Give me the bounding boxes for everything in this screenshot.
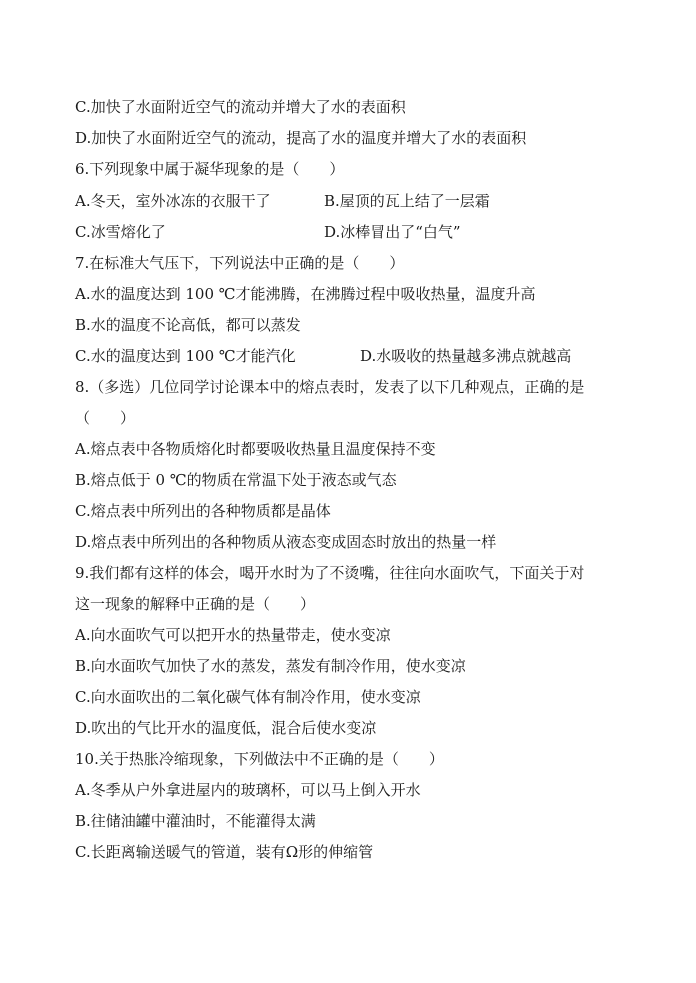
question-9-stem: 9.我们都有这样的体会，喝开水时为了不烫嘴，往往向水面吹气，下面关于对	[75, 564, 585, 582]
question-8-stem-cont: （ ）	[75, 409, 136, 427]
q9-option-b: B.向水面吹气加快了水的蒸发，蒸发有制冷作用，使水变凉	[75, 657, 466, 675]
question-8-stem: 8.（多选）几位同学讨论课本中的熔点表时，发表了以下几种观点，正确的是	[75, 378, 585, 396]
q10-option-c: C.长距离输送暖气的管道，装有Ω形的伸缩管	[75, 843, 374, 861]
q9-option-d: D.吹出的气比开水的温度低，混合后使水变凉	[75, 719, 377, 737]
question-6-stem: 6.下列现象中属于凝华现象的是（ ）	[75, 160, 345, 178]
q8-option-d: D.熔点表中所列出的各种物质从液态变成固态时放出的热量一样	[75, 533, 497, 551]
q8-option-c: C.熔点表中所列出的各种物质都是晶体	[75, 502, 331, 520]
q7-option-a: A.水的温度达到 100 ℃才能沸腾，在沸腾过程中吸收热量，温度升高	[75, 285, 536, 303]
q7-option-b: B.水的温度不论高低，都可以蒸发	[75, 316, 301, 334]
q7-option-d: D.水吸收的热量越多沸点就越高	[360, 347, 572, 365]
q9-option-c: C.向水面吹出的二氧化碳气体有制冷作用，使水变凉	[75, 688, 421, 706]
q9-option-a: A.向水面吹气可以把开水的热量带走，使水变凉	[75, 626, 391, 644]
q6-option-c: C.冰雪熔化了	[75, 223, 166, 241]
question-10-stem: 10.关于热胀冷缩现象，下列做法中不正确的是（ ）	[75, 750, 444, 768]
q7-option-c: C.水的温度达到 100 ℃才能汽化	[75, 347, 296, 365]
q5-option-d: D.加快了水面附近空气的流动，提高了水的温度并增大了水的表面积	[75, 129, 527, 147]
q10-option-b: B.往储油罐中灌油时，不能灌得太满	[75, 812, 316, 830]
question-7-stem: 7.在标准大气压下，下列说法中正确的是（ ）	[75, 254, 405, 272]
question-9-stem-cont: 这一现象的解释中正确的是（ ）	[75, 595, 316, 613]
q8-option-a: A.熔点表中各物质熔化时都要吸收热量且温度保持不变	[75, 440, 436, 458]
q6-option-b: B.屋顶的瓦上结了一层霜	[324, 192, 490, 210]
q10-option-a: A.冬季从户外拿进屋内的玻璃杯，可以马上倒入开水	[75, 781, 421, 799]
q6-option-d: D.冰棒冒出了“白气”	[324, 223, 461, 241]
q6-option-a: A.冬天，室外冰冻的衣服干了	[75, 192, 271, 210]
q5-option-c: C.加快了水面附近空气的流动并增大了水的表面积	[75, 98, 406, 116]
q8-option-b: B.熔点低于 0 ℃的物质在常温下处于液态或气态	[75, 471, 397, 489]
